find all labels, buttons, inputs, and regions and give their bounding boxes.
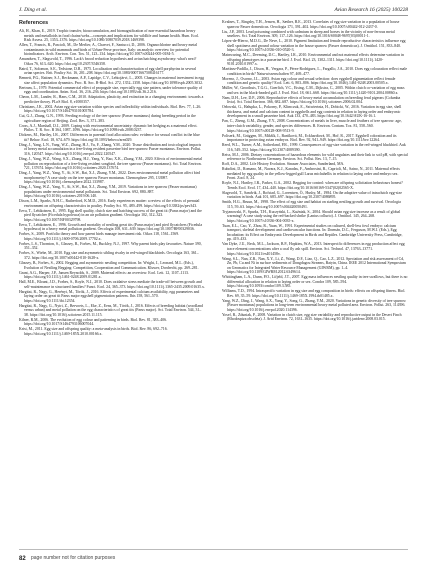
reference-entry: Van Dyke, J.U., Beck, M.L., Jackson, B.P., Hopkins, W.A., 2013. Interspecific differences in egg production affect egg trace element concentrations after a coal fly ash spill. Environ. Sci. Technol. 47, 13763–13771. https://doi.org/10.1021/es401458v. bbox=[222, 242, 405, 256]
running-header-authors: J. Ding et al. bbox=[19, 7, 47, 13]
reference-entry: Kilner, R.M., 2006. The evolution of egg colour and patterning in birds. Biol. Rev. 81, 383–406. https://doi.org/10.1017/S1464793106007044. bbox=[19, 317, 168, 327]
reference-entry: Ding, J., Yang, W.Z., Yang, Y., Ai, S.W., Bai, X.J., Zhang, Y.M., 2019. Variations in tree sparrow (Passer montanus) populations under environmental metal pollutants. Sci. Total Environ. 692, 880–887. https://doi.org/10.1016/j.scitotenv.2019.06.140. bbox=[19, 185, 197, 199]
reference-entry: Nam, D.H., Lee, D.P., 2006. Reproductive effects of heavy metal accumulation on breeding feral pigeons (Columba livia). Sci. Total Environ. 366, 682–687. https://doi.org/10.1016/j.scitotenv.2006.02.004. bbox=[222, 95, 401, 105]
reference-entry: Liu, J.P., 2003. Lead poisoning combined with cadmium in sheep and horses in the vicinity of non-ferrous metal smelters. Sci. Total Environ. 309, 117–126. https://doi.org/10.1016/S0048-9697(03)00011-1. bbox=[222, 29, 395, 39]
reference-entry: Ding, J., Yang, W.Z., Yang, Y., Ai, S.W., Bai, X.J., Zhang, Y.M., 2022. Does environmental metal pollution affect bird morphometry? A case study on the tree sparrow Passer montanus. Chemosphere 295, 133987. https://doi.org/10.1016/j.chemosphere.2022.133987. bbox=[19, 171, 200, 185]
reference-entry: Dickens, M., Hartley, I.R., 2007. Differences in parental food allocation rules: evidence for sexual conflict in the blue tit? Behav. Ecol. 18, 674–679. https://doi.org/10.1093/beheco/arm029. bbox=[19, 133, 200, 142]
reference-entry: Reiss, M.J., 2006. Dietary concentrations of hazardous elements for wild ungulates and their link to soil pH, with special reference to Northeastern Germany. Environ. Sci. Pollut. Res. 13, 7–15. bbox=[222, 152, 408, 162]
reference-entry: Moreno, J., Osorno, J.L., 2003. Avian egg colour and sexual selection: does eggshell pigmentation reflect female condition and genetic quality? Ecol. Lett. 6, 803–806. https://doi.org/10.1046/j.1461-0248.2003.00505.x. bbox=[222, 76, 396, 86]
reference-entry: Grant, A.G., Harper, J.P., Jansen Reynolds, S., 2009. Maternal effects: an overview. Ecol. Lett. 12, 1107–1113. https://doi.org/10.1111/j.1461-0248.2009.01281.x. bbox=[19, 270, 189, 280]
reference-entry: Yosef, R., Zduniak, P., 2008. Variation in clutch size, egg size variability and reproductive output in the Desert Finch (Rhodospiza obsoleta). J. Arid Environ. 72, 1631–1635. https://doi.org/10.1016/j.jaridenv.2008.03.015. bbox=[222, 312, 402, 322]
reference-entry: Christians, J.K., 2002. Avian egg size variation within species and inflexibility within individuals. Biol. Rev. 77, 1–26. https://doi.org/10.1017/S1464793101005784. bbox=[19, 104, 202, 114]
reference-entry: Williams, T.D., 1994. Intraspecific variation in egg size and egg composition in birds: effects on offspring fitness. Biol. Rev. 69, 35–59. https://doi.org/10.1111/j.1469-185X.1994.tb01485.x. bbox=[222, 289, 406, 298]
reference-entry: Forbes, S., 2009. Portfolio theory and how parent birds manage investment risk. Oikos 118, 1561–1569. https://doi.org/10.1111/j.1600-0706.2009.17702.x. bbox=[19, 232, 180, 241]
reference-entry: Martínez-Padilla, J., Dixon, H., Vergara, P., Pérez-Rodríguez, L., Fargallo, J.A., 2010. Does egg colouration reflect male condition in birds? Naturwissenschaften 97, 469–477. bbox=[222, 67, 408, 76]
reference-entry: Wang, S.L., Nan, Z.R., Nan, X.Y., Li, Z., Wang, D.F., Liao, Q., Cao, L.Z., 2012. Speciation and risk assessment of Cd, Zn, Pb, Cu and Ni in surface sediments of Dongdagou Streams, Baiyin, China. IEEE 2012 International Symposium on Geomatics for Integrated Water Resource Management (GIWRM), pp. 1–4. https://doi.org/10.1109/GIWRM.2012.6349614. bbox=[222, 256, 406, 275]
reference-entry: Hargitai, R., Nagy, G., Nyiri, Z., Bervoets, L., Eke, Z., Eens, M., Török, J., 2016. Effects of breeding habitat (woodland versus urban) and metal pollution on the egg characteristics of great tits (Parus major). Sci. Total Environ. 544, 31–38. https://doi.org/10.1016/j.scitotenv.2015.11.115. bbox=[19, 303, 203, 317]
reference-entry: Cui, G.J., Zhang, G.N., 1993. Feeding ecology of the tree sparrow (Passer montanus) during breeding period in the agriculture region of Beijing. Zool. Res. 3, 371–383. bbox=[19, 114, 196, 123]
running-header-journal: Avian Research 16 (2025) 100228 bbox=[334, 7, 408, 13]
reference-entry: Kvalnes, T., Ringsby, T.H., Jensen, H., Sæther, B.E., 2013. Correlates of egg size variation in a population of house sparrow Passer domesticus. Oecologia 171, 391–402. https://doi.org/10.1007/s00442-012-2437-0. bbox=[222, 20, 400, 29]
reference-entry: Bertram, L., 1979. Potential commercial effect of propagule size, especially egg size pattern, under tolerance quality of eggs and coordination. Anim. Ecol. 36, 216–236. https://doi.org/10.1093/cdt.36.2.216. bbox=[19, 85, 203, 95]
reference-entry: Smith, H.G., Bruun, M., 1998. The effect of egg size and habitat on starling nestling growth and survival. Oecologia 115, 59–63. https://doi.org/10.1007/s004420050491. bbox=[222, 200, 401, 209]
reference-entry: Whittingham, L.A., Dunn, P.O., Lifjeld, J.T., 2007. Egg mass influences nestling quality in tree swallows, but there is no differential allocation in relation to laying order or sex. Condor 109, 585–594. https://doi.org/10.1093/condor/109.3.585. bbox=[222, 275, 408, 289]
reference-list-left bbox=[19, 29, 205, 336]
reference-entry: Rubolini, D., Romano, M., Navara, K.J., Karadas, F., Ambrosini, R., Caprioli, M., Saino, N., 2011. Maternal effects mediated by egg quality in the yellow-legged gull Larus michahellis in relation to laying order and embryo sex. Front. Zool. 8, 24. bbox=[222, 167, 400, 181]
reference-entry: Forbes, L.S., Thornton, S., Glassey, B., Forbes, M., Buckley, N.J., 1997. Why parent birds play favourites. Nature 390, 351–352. bbox=[19, 241, 202, 251]
reference-entry: Krist, M., 2011. Egg size and offspring quality: a meta-analysis in birds. Biol. Rev. 86, 692–716. https://doi.org/10.1111/j.1469-185X.2010.00166.x. bbox=[19, 327, 168, 336]
reference-entry: Eeva, T., Lehikoinen, E., 1995. Egg shell quality, clutch size and hatching success of the great tit (Parus major) and the pied flycatcher (Ficedula hypoleuca) in an air pollution gradient. Oecologia 102, 312–323. https://doi.org/10.1007/BF00329798. bbox=[19, 208, 202, 222]
reference-entry: Tuan, E.L., Cao, Y., Zhou, R., Yuan, W., 1991. Experimental studies on cultured, shell-less fowl embryo: calcium transport, skeletal development and cardiovascular functions. In: Dormán, D.C., Ferguson, M.W.J. (Eds.), Egg Incubation: its Effect on Embryonic Development in Birds and Reptiles. Cambridge University Press, Cambridge, pp. 419–433. bbox=[222, 223, 403, 242]
reference-entry: Ali, H., Khan, E., 2019. Trophic transfer, bioaccumulation, and biomagnification of non-essential hazardous heavy metals and metalloids in food chains/webs—concepts and implications for wildlife and human health. Hum. Ecol. Risk Assess. 25, 1353–1376. https://doi.org/10.1080/10807039.2018.1469398. bbox=[19, 29, 200, 43]
reference-entry: Hargitai, R., Nagy, G., Herényi, M., Török, J., 2016. Effects of experimental calcium availability, egg parameters and laying order on great tit Parus major eggshell pigmentation patterns. Ibis 158, 561–570. https://doi.org/10.1111/ibi.12354. bbox=[19, 289, 200, 303]
reference-entry: Müller, W., Groothuis, T.G.G., Goerlich, V.C., Eising, C.M., Dijkstra, C., 2005. Within clutch co-variation of egg mass and sex in the black-headed gull. J. Evol. Biol. 18, 661–668. https://doi.org/10.1111/j.1420-9101.2004.00860.x. bbox=[222, 86, 405, 95]
reference-entry: Cheon, L.M., Lander, R., Hans, C.M., 2010. Adaptation, plasticity, and extinction in a changing environment: towards a predictive theory. PLoS Biol. 8, e1000357. bbox=[19, 95, 204, 104]
page-number: 82 bbox=[19, 556, 26, 562]
reference-entry: López-de-Hierro, M.D.G., De Neve, L., 2010. Pigment limitation and female reproductive characteristics influence egg shell spottiness and ground colour variation in the house sparrow (Passer domesticus). J. Ornithol. 151, 833–840. https://doi.org/10.1007/s10336-010-0520-3. bbox=[222, 39, 406, 53]
reference-entry: Dixon, L.M., Sparks, N.H.C., Rutherford, K.M.D., 2016. Early experiences matter: a review of the effects of prenatal environment on offspring characteristics in poultry. Poultry Sci. 95, 489–499. https://doi.org/10.3382/ps/pev343. bbox=[19, 199, 200, 208]
reference-entry: Roff, D.A., 2002. Life History Evolution. Sinauer Associates, Sunderland, MA. bbox=[222, 162, 345, 167]
reference-entry: Yang, W.Z., Ding, J., Wang, S.X., Yang, Y., Song, G., Zhang, Y.M., 2020. Variations in genetic diversity of tree sparrow (Passer montanus) populations in long-term environmental heavy metal polluted area. Environ. Pollut. 263, 114396. https://doi.org/10.1016/j.envpol.2020.114396. bbox=[222, 298, 406, 312]
footer-note: page number not for citation purposes bbox=[31, 555, 116, 561]
reference-entry: Tryjanowski, P., Sparks, T.H., Kuczyński, L., Kuźniak, S., 2004. Should avian egg size increase as a result of global warming? A case study using the red-backed shrike (Lanius collurio). J. Ornithol. 145, 264–268. https://doi.org/10.1007/s10336-004-0035-x. bbox=[222, 209, 401, 223]
reference-entry: Slagsvold, T., Sandvik, J., Rofstad, G., Lorentsen, Ö., Husby, M., 1984. On the adaptive value of intraclutch egg-size variation in birds. Auk 101, 685–697. https://doi.org/10.2307/4086895. bbox=[222, 190, 402, 200]
references-heading: References bbox=[19, 20, 49, 26]
reference-entry: Forbes, S., Wiebe, M., 2010. Egg size and asymmetric sibling rivalry in red-winged blackbirds. Oecologia 163, 361–372. https://doi.org/10.1007/s00442-010-1628-x. bbox=[19, 251, 199, 260]
reference-entry: Amundsen, T., Slagsvold, T., 1996. Lack's brood reduction hypothesis and avian hatching asynchrony: what's next? Oikos 76, 613–620. https://doi.org/10.2307/3546358. bbox=[19, 57, 197, 66]
reference-entry: Eeva, T., Lehikoinen, E., 1996. Growth and mortality of nestling great tits (Parus major) and pied flycatchers (Ficedula hypoleuca) in a heavy metal pollution gradient. Oecologia 108, 631–639. https://doi.org/10.1007/BF00329036. bbox=[19, 222, 203, 232]
reference-entry: Glassey, B., Forbes, S., 2002. Begging and asymmetric nestling competition. In: Wright, J., Leonard, M.L. (Eds.), Evolution of Nestling Begging: Competition, Cooperation and Communication. Kluwer, Dordrecht, pp. 269–281. bbox=[19, 260, 199, 270]
reference-entry: Cross, A.J., Marshall, D.J., 2009. Coping with environmental uncertainty: dynamic bet hedging as a maternal effect. Philos. T. R. Soc. B 364, 1087–1096. https://doi.org/10.1098/rstb.2008.0237. bbox=[19, 123, 198, 133]
reference-entry: Ding, J., Yang, L.N., Yang, W.Z., Zhang, H.J., Yu, F., Zhang, Y.M., 2020. Tissue distribution and toxicological impacts of heavy metal accumulation in a free-living resident passerine bird tree sparrow Passer montanus. Environ. Pollut. 316, 120547. https://doi.org/10.1016/j.envpol.2022.120547. bbox=[19, 142, 202, 157]
header-rule bbox=[19, 15, 408, 16]
reference-entry: Mainwaring, M.C., Deeming, D.C., Hartley, I.R., 2010. Environmental and not maternal effects determine variation in offspring phenotypes in a passerine bird. J. Evol. Biol. 23, 1302–1311. https://doi.org/10.1111/j.1420-9101.2010.01997.x. bbox=[222, 53, 404, 67]
left-column bbox=[19, 20, 205, 337]
reference-entry: Reed, W.L., Turner, A.M., Sotherland, P.R., 1999. Consequences of egg-size variation in the red-winged blackbird. Auk 116, 549–552. https://doi.org/10.2307/4089390. bbox=[222, 143, 406, 152]
reference-entry: Bennett, P.G., Rattner, S.J., Beckmann, A.P., Lapidge, C.V., Lehtojärvi, L., 2005. Changes in maternal investment in egg size affect population dynamics. Proc. R. Soc. B-Biol. Sci. 272, 1352–1358. https://doi.org/10.1098/rspb.2005.3032. bbox=[19, 76, 205, 85]
right-column bbox=[222, 20, 408, 322]
reference-entry: Royle, N.J., Hartley, I.R., Parker, G.A., 2002. Begging for control: when are offspring solicitation behaviours honest? Trends Ecol. Evol. 17, 434–440. https://doi.org/10.1016/S0169-5347(02)02565-X. bbox=[222, 181, 403, 190]
reference-entry: Orłowski, G., Hałupka, L., Pokorny, P., Klimczuk, E., Sztwiertnia, H., Dobicki, W., 2016. Variation in egg size, shell thickness, and metal and calcium content in eggshells and egg contents in relation to laying order and embryonic development in a small passerine bird. Auk 133, 470–483. https://doi.org/10.1642/AUK-16-16.1. bbox=[222, 105, 402, 119]
reference-entry: Ding, J., Yang, W.Z., Wang, S.X., Zhang, H.J., Yang, Y., Bao, X.K., Zhang, Y.M., 2020. Effects of environmental metal pollution on reproduction of a free-living resident songbird, the tree sparrow (Passer montanus). Sci. Total Environ. 721, 137674. https://doi.org/10.1016/j.scitotenv.2020.137674. bbox=[19, 157, 203, 171]
reference-entry: Baird, T., Solomon, S.E., Tedstone, D.R., 1975. Localisation and characterisation of egg shell porphyrins in several avian species. Brit. Poultry Sci. 16, 201–208. https://doi.org/10.1080/00071667508416177. bbox=[19, 66, 197, 76]
footer-rule bbox=[19, 549, 408, 550]
reference-entry: Allen, T., Francis, R., Pascioli, M., De Merlier, A., Charvet, F., Santucci, D., 2006. Organochlorine and heavy metal contaminants in wild mammals and birds of Urban-Perse province, Italy: an analytic overview for potential bioindicators. Arch. Environ. Con. Tox. 51, 123–134. https://doi.org/10.1007/s00244-005-0184-5. bbox=[19, 43, 198, 57]
reference-list-right bbox=[222, 20, 408, 322]
reference-entry: Hall, M.E., Blount, J.D., Forbes, S., Royle, N.J., 2010. Does oxidative stress mediate the trade-off between growth and self-maintenance in structured families? Funct. Ecol. 24, 365–373. https://doi.org/10.1111/j.1365-2435.2009.01635.x. bbox=[19, 280, 205, 289]
reference-entry: Pan, C., Zheng, G.M., Zhang, Y.Y., 2008. Concentrations of metals in liver, muscle and feathers of tree sparrow: age, inter-clutch variability, gender, and species differences. B. Environ. Contam. Tox. 81, 558–560. https://doi.org/10.1007/s00128-008-9513-9. bbox=[222, 119, 402, 133]
reference-entry: Poliserk, M., Grüggen, M., Mikšík, I., Bartíková, M., Eckhardtová, M., Hoř, R., 2017. Eggshell coloration and its importance in protecting avian embryos. Biol. Rev. 92, 941–949. https://doi.org/10.1111/brv.12264. bbox=[222, 133, 397, 143]
